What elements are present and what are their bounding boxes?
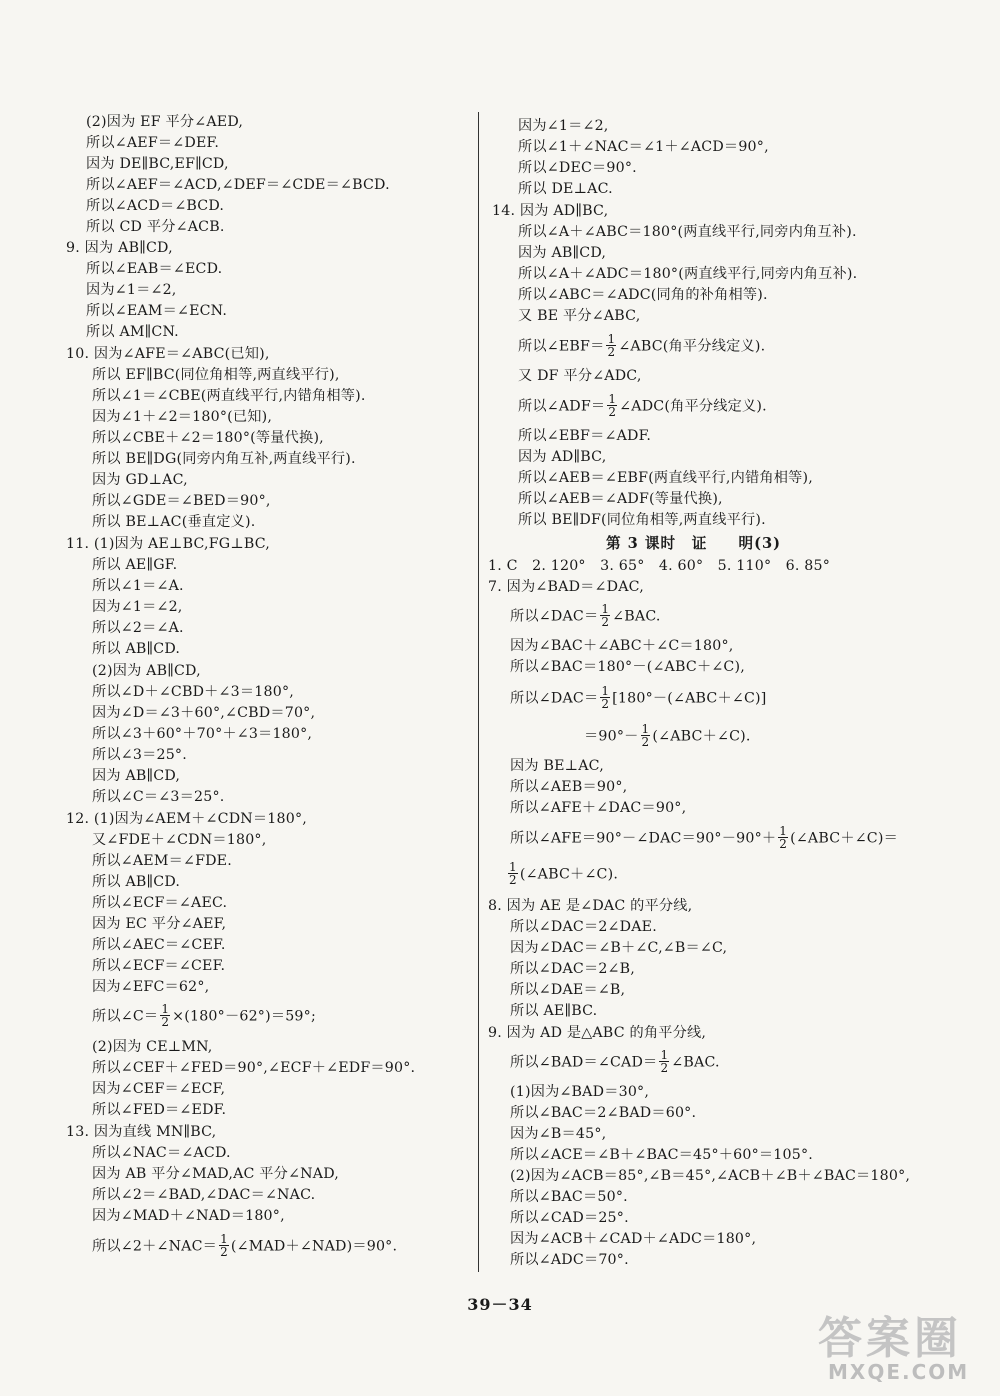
fraction: $\frac{1}{2}$: [608, 392, 617, 419]
text-line: 因为∠1＋∠2＝180°(已知),: [92, 409, 273, 425]
formula-line: 所以∠BAD＝∠CAD＝ $\frac{1}{2}$ ∠BAC.: [510, 1048, 720, 1075]
watermark-logo: [788, 1300, 988, 1390]
text-line: 所以∠AEB＝90°,: [510, 779, 628, 795]
problem-9b: 9. 因为 AD 是△ABC 的角平分线,: [488, 1025, 707, 1041]
fraction: $\frac{1}{2}$: [607, 332, 616, 359]
text-line: 所以∠AFE＋∠DAC＝90°,: [510, 800, 687, 816]
text-line: 因为 BE⊥AC,: [510, 758, 604, 774]
problem-9: 9. 因为 AB∥CD,: [66, 240, 173, 256]
text-line: 因为 AB∥CD,: [518, 245, 607, 261]
formula-line: 所以∠DAC＝ $\frac{1}{2}$ ∠BAC.: [510, 602, 661, 629]
text-line: 所以∠DAC＝2∠DAE.: [510, 919, 657, 935]
formula-line: 所以∠DAC＝ $\frac{1}{2}$ [180°－(∠ABC＋∠C)]: [510, 684, 767, 711]
problem-14: 14. 因为 AD∥BC,: [492, 203, 609, 219]
watermark-url: MXQE.COM: [828, 1360, 970, 1384]
text-line: 所以 EF∥BC(同位角相等,两直线平行),: [92, 367, 340, 383]
fraction: $\frac{1}{2}$: [601, 684, 610, 711]
text-line: 所以∠CEF＋∠FED＝90°,∠ECF＋∠EDF＝90°.: [92, 1060, 416, 1076]
text-line: 因为∠CEF＝∠ECF,: [92, 1081, 226, 1097]
problem-13: 13. 因为直线 MN∥BC,: [66, 1124, 217, 1140]
text-line: 所以∠ACE＝∠B＋∠BAC＝45°＋60°＝105°.: [510, 1147, 813, 1163]
text-line: (2)因为 EF 平分∠AED,: [86, 114, 244, 130]
text-line: 因为 GD⊥AC,: [92, 472, 188, 488]
column-divider: [478, 112, 479, 1272]
text-line: 所以∠3＋60°＋70°＋∠3＝180°,: [92, 726, 313, 742]
text-line: 又 DF 平分∠ADC,: [518, 368, 642, 384]
text-line: 所以∠AEF＝∠ACD,∠DEF＝∠CDE＝∠BCD.: [86, 177, 390, 193]
formula-line: 所以∠2＋∠NAC＝ $\frac{1}{2}$ (∠MAD＋∠NAD)＝90°.: [92, 1232, 398, 1259]
text-line: 所以∠A＋∠ABC＝180°(两直线平行,同旁内角互补).: [518, 224, 857, 240]
text-line: 所以∠AEC＝∠CEF.: [92, 937, 226, 953]
text-line: (2)因为 AB∥CD,: [92, 663, 201, 679]
text-line: 所以∠2＝∠A.: [92, 620, 184, 636]
text-line: 所以∠1＋∠NAC＝∠1＋∠ACD＝90°,: [518, 139, 769, 155]
text-line: 因为∠ACB＋∠CAD＋∠ADC＝180°,: [510, 1231, 757, 1247]
text-line: 所以∠3＝25°.: [92, 747, 187, 763]
formula-line: 所以∠ADF＝ $\frac{1}{2}$ ∠ADC(角平分线定义).: [518, 392, 767, 419]
text-line: 所以 AE∥BC.: [510, 1003, 598, 1019]
text-line: 所以∠A＋∠ADC＝180°(两直线平行,同旁内角互补).: [518, 266, 858, 282]
problem-8: 8. 因为 AE 是∠DAC 的平分线,: [488, 898, 693, 914]
formula-line: 所以∠AFE＝90°－∠DAC＝90°－90°＋ $\frac{1}{2}$ (∠ABC＋∠C)＝: [510, 824, 898, 851]
text-line: 又 BE 平分∠ABC,: [518, 308, 641, 324]
problem-7: 7. 因为∠BAD＝∠DAC,: [488, 579, 644, 595]
text-line: 所以 AB∥CD.: [92, 874, 181, 890]
fraction: $\frac{1}{2}$: [161, 1002, 170, 1029]
fraction: $\frac{1}{2}$: [220, 1232, 228, 1259]
text-line: 因为∠MAD＋∠NAD＝180°,: [92, 1208, 285, 1224]
text-line: 所以∠BAC＝180°－(∠ABC＋∠C),: [510, 659, 745, 675]
text-line: (1)因为∠BAD＝30°,: [510, 1084, 650, 1100]
text-line: (2)因为 CE⊥MN,: [92, 1039, 213, 1055]
text-line: 因为∠1＝∠2,: [518, 118, 609, 134]
text-line: 所以∠C＝∠3＝25°.: [92, 789, 225, 805]
fraction: $\frac{1}{2}$: [509, 860, 517, 887]
text-line: 所以 BE∥DF(同位角相等,两直线平行).: [518, 512, 766, 528]
text-line: 因为∠BAC＋∠ABC＋∠C＝180°,: [510, 638, 734, 654]
section-heading: 第 3 课时 证 明(3): [606, 535, 782, 552]
problem-12: 12. (1)因为∠AEM＋∠CDN＝180°,: [66, 811, 307, 827]
text-line: 所以∠EAB＝∠ECD.: [86, 261, 223, 277]
page-number: 39－34: [467, 1295, 533, 1314]
formula-line: 所以∠EBF＝ $\frac{1}{2}$ ∠ABC(角平分线定义).: [518, 332, 766, 359]
text-line: 因为 AB 平分∠MAD,AC 平分∠NAD,: [92, 1166, 339, 1182]
text-line: 所以∠AEB＝∠EBF(两直线平行,内错角相等),: [518, 470, 813, 486]
text-line: 所以∠ECF＝∠AEC.: [92, 895, 228, 911]
text-line: 所以∠NAC＝∠ACD.: [92, 1145, 231, 1161]
text-line: 所以 AE∥GF.: [92, 557, 178, 573]
text-line: 所以∠DEC＝90°.: [518, 160, 637, 176]
fraction: $\frac{1}{2}$: [779, 824, 788, 851]
text-line: 所以∠BAC＝2∠BAD＝60°.: [510, 1105, 697, 1121]
text-line: 所以∠CBE＋∠2＝180°(等量代换),: [92, 430, 324, 446]
text-line: 所以 AM∥CN.: [86, 324, 179, 340]
formula-line: 所以∠C＝ $\frac{1}{2}$ ×(180°－62°)＝59°;: [92, 1002, 316, 1029]
text-line: 所以∠EAM＝∠ECN.: [86, 303, 228, 319]
problem-11: 11. (1)因为 AE⊥BC,FG⊥BC,: [66, 536, 271, 552]
text-line: 所以∠CAD＝25°.: [510, 1210, 629, 1226]
text-line: 所以∠BAC＝50°.: [510, 1189, 628, 1205]
watermark-text: 答案圈: [818, 1313, 962, 1364]
text-line: 所以∠1＝∠CBE(两直线平行,内错角相等).: [92, 388, 366, 404]
text-line: 因为∠1＝∠2,: [86, 282, 177, 298]
problem-10: 10. 因为∠AFE＝∠ABC(已知),: [66, 346, 270, 362]
text-line: 因为∠1＝∠2,: [92, 599, 183, 615]
text-line: 所以∠FED＝∠EDF.: [92, 1102, 227, 1118]
text-line: 所以 BE∥DG(同旁内角互补,两直线平行).: [92, 451, 356, 467]
text-line: 因为 DE∥BC,EF∥CD,: [86, 156, 229, 172]
fraction: $\frac{1}{2}$: [660, 1048, 669, 1075]
text-line: 所以∠AEF＝∠DEF.: [86, 135, 220, 151]
text-line: 所以∠GDE＝∠BED＝90°,: [92, 493, 271, 509]
formula-line: ＝90°－ $\frac{1}{2}$ (∠ABC＋∠C).: [584, 722, 751, 749]
text-line: 所以∠EBF＝∠ADF.: [518, 428, 652, 444]
text-line: 所以∠DAE＝∠B,: [510, 982, 626, 998]
text-line: 所以∠DAC＝2∠B,: [510, 961, 635, 977]
text-line: 所以 BE⊥AC(垂直定义).: [92, 514, 256, 530]
answers-1-6: 1. C 2. 120° 3. 65° 4. 60° 5. 110° 6. 85°: [488, 558, 831, 574]
text-line: 因为∠DAC＝∠B＋∠C,∠B＝∠C,: [510, 940, 728, 956]
text-line: 因为∠D＝∠3＋60°,∠CBD＝70°,: [92, 705, 316, 721]
text-line: 所以∠AEB＝∠ADF(等量代换),: [518, 491, 723, 507]
fraction: $\frac{1}{2}$: [641, 722, 650, 749]
text-line: 所以 DE⊥AC.: [518, 181, 613, 197]
formula-line: $\frac{1}{2}$ (∠ABC＋∠C).: [509, 860, 619, 887]
text-line: 所以∠2＝∠BAD,∠DAC＝∠NAC.: [92, 1187, 316, 1203]
text-line: 所以∠ABC＝∠ADC(同角的补角相等).: [518, 287, 768, 303]
text-line: 因为∠EFC＝62°,: [92, 979, 210, 995]
fraction: $\frac{1}{2}$: [601, 602, 610, 629]
text-line: (2)因为∠ACB＝85°,∠B＝45°,∠ACB＋∠B＋∠BAC＝180°,: [510, 1168, 911, 1184]
text-line: 所以 AB∥CD.: [92, 641, 181, 657]
text-line: 所以 CD 平分∠ACB.: [86, 219, 225, 235]
text-line: 因为∠B＝45°,: [510, 1126, 607, 1142]
text-line: 因为 AD∥BC,: [518, 449, 607, 465]
text-line: 所以∠AEM＝∠FDE.: [92, 853, 232, 869]
text-line: 因为 AB∥CD,: [92, 768, 181, 784]
text-line: 所以∠ACD＝∠BCD.: [86, 198, 225, 214]
text-line: 因为 EC 平分∠AEF,: [92, 916, 227, 932]
text-line: 所以∠D＋∠CBD＋∠3＝180°,: [92, 684, 294, 700]
text-line: 所以∠ECF＝∠CEF.: [92, 958, 226, 974]
text-line: 又∠FDE＋∠CDN＝180°,: [92, 832, 267, 848]
text-line: 所以∠ADC＝70°.: [510, 1252, 629, 1268]
text-line: 所以∠1＝∠A.: [92, 578, 184, 594]
